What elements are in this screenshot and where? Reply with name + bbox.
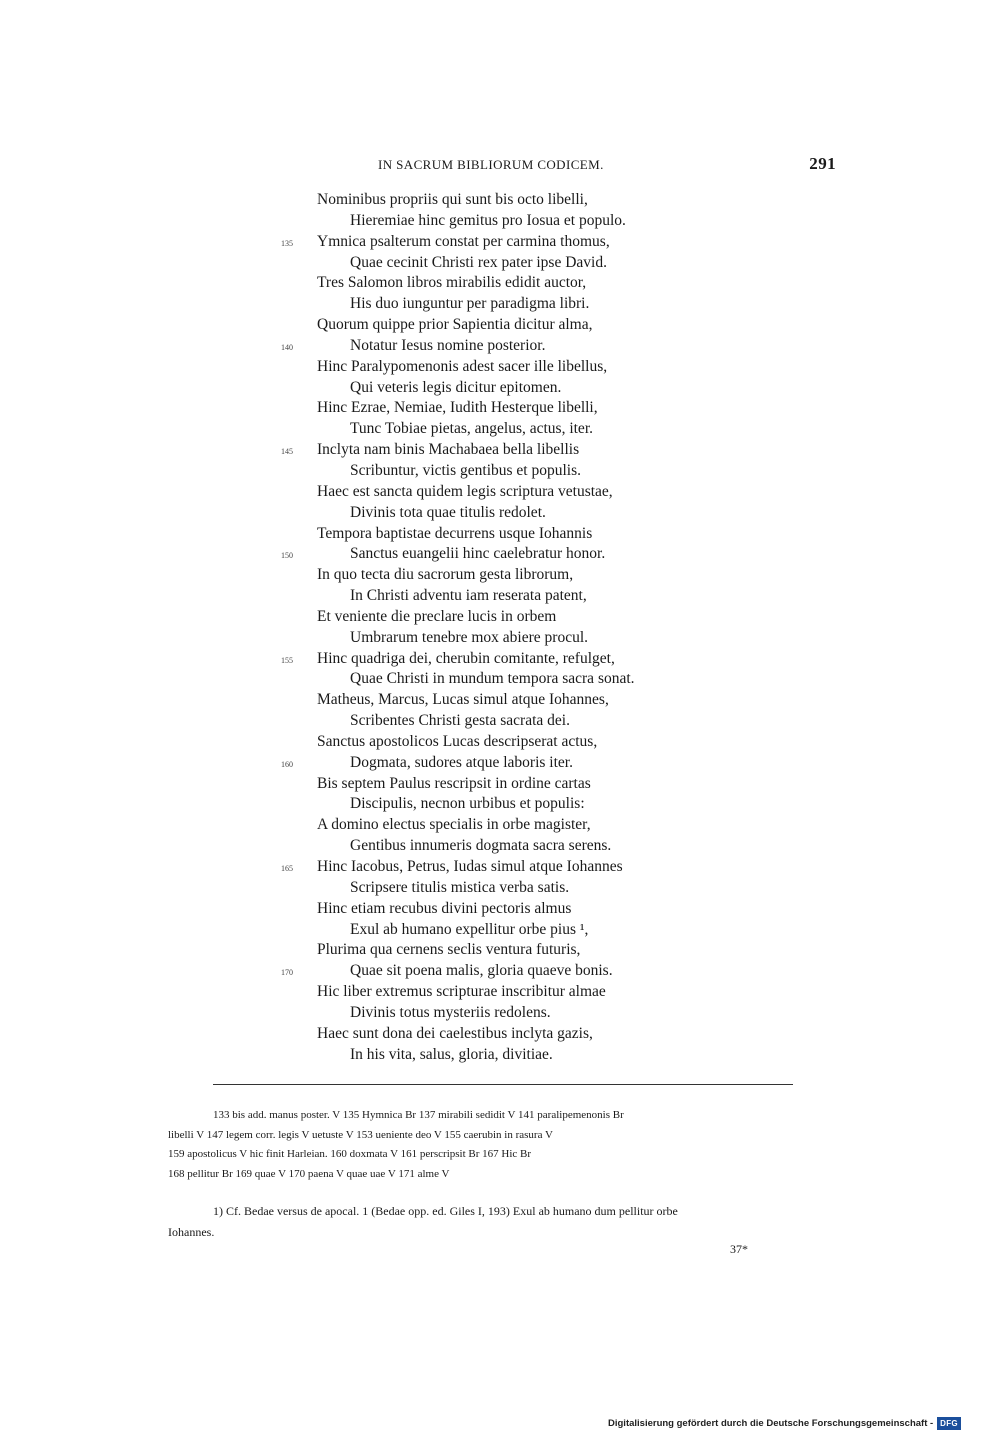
verse-text: Divinis tota quae titulis redolet. — [350, 503, 546, 521]
verse-line — [0, 711, 1000, 732]
verse-line — [0, 920, 1000, 941]
verse-text: Quae Christi in mundum tempora sacra sonat. — [350, 670, 635, 688]
verse-line — [0, 294, 1000, 315]
dfg-logo: DFG — [937, 1417, 961, 1430]
verse-line — [0, 628, 1000, 649]
verse-text: Scripsere titulis mistica verba satis. — [350, 878, 570, 896]
verse-text: Tres Salomon libros mirabilis edidit auctor, — [317, 274, 587, 292]
footnote-line: 1) Cf. Bedae versus de apocal. 1 (Bedae opp. ed. Giles I, 193) Exul ab humano dum pellitur orbe — [213, 1204, 678, 1218]
verse-number: 135 — [281, 238, 293, 248]
verse-text: Inclyta nam binis Machabaea bella libellis — [317, 441, 580, 459]
verse-number: 160 — [281, 759, 293, 769]
verse-text: Hinc Iacobus, Petrus, Iudas simul atque Iohannes — [317, 858, 623, 875]
verse-text: Quae cecinit Christi rex pater ipse David. — [350, 253, 607, 271]
verse-text: Hinc Ezrae, Nemiae, Iudith Hesterque libelli, — [317, 399, 598, 417]
verse-line — [0, 544, 1000, 565]
verse-text: Haec sunt dona dei caelestibus inclyta gazis, — [317, 1024, 593, 1042]
verse-line — [0, 211, 1000, 232]
verse-text: In Christi adventu iam reserata patent, — [350, 587, 587, 605]
verse-line — [0, 753, 1000, 774]
verse-text: Sanctus apostolicos Lucas descripserat actus, — [317, 732, 598, 750]
verse-line — [0, 836, 1000, 857]
verse-number: 145 — [281, 447, 293, 457]
verse-line — [0, 440, 1000, 461]
verse-line — [0, 357, 1000, 378]
critical-apparatus — [168, 1106, 838, 1184]
apparatus-line: libelli V 147 legem corr. legis V uetuste V 153 ueniente deo V 155 caerubin in rasura V — [168, 1128, 553, 1141]
verse-text: Nominibus propriis qui sunt bis octo libelli, — [317, 191, 588, 208]
verse-line — [0, 232, 1000, 253]
verse-line — [0, 961, 1000, 982]
verse-text: Quorum quippe prior Sapientia dicitur alma, — [317, 316, 593, 334]
verse-text: Quae sit poena malis, gloria quaeve bonis. — [350, 962, 613, 980]
poem-body — [0, 190, 1000, 1065]
verse-text: Bis septem Paulus rescripsit in ordine cartas — [317, 774, 591, 792]
signature-mark: 37* — [730, 1242, 748, 1256]
verse-text: Divinis totus mysteriis redolens. — [350, 1003, 551, 1021]
apparatus-divider — [213, 1084, 793, 1085]
digitization-credit — [608, 1417, 961, 1430]
verse-text: Haec est sancta quidem legis scriptura vetustae, — [317, 482, 613, 500]
credit-text: Digitalisierung gefördert durch die Deutsche Forschungsgemeinschaft - — [608, 1418, 934, 1429]
verse-text: Tempora baptistae decurrens usque Iohannis — [317, 524, 593, 542]
footnote — [168, 1201, 838, 1243]
verse-line — [0, 1024, 1000, 1045]
verse-line — [0, 774, 1000, 795]
verse-text: Discipulis, necnon urbibus et populis: — [350, 795, 585, 813]
verse-line — [0, 649, 1000, 670]
verse-line — [0, 669, 1000, 690]
verse-line — [0, 190, 1000, 211]
apparatus-line: 133 bis add. manus poster. V 135 Hymnica Br 137 mirabili sedidit V 141 paralipemenonis Br — [213, 1109, 624, 1121]
verse-line — [0, 378, 1000, 399]
verse-line — [0, 982, 1000, 1003]
verse-text: Umbrarum tenebre mox abiere procul. — [350, 628, 589, 646]
verse-number: 150 — [281, 551, 293, 561]
verse-line — [0, 1045, 1000, 1066]
verse-text: Sanctus euangelii hinc caelebratur honor. — [350, 545, 606, 563]
verse-line — [0, 273, 1000, 294]
verse-text: Qui veteris legis dicitur epitomen. — [350, 378, 562, 396]
verse-text: His duo iunguntur per paradigma libri. — [350, 295, 590, 313]
verse-line — [0, 586, 1000, 607]
verse-text: Exul ab humano expellitur orbe pius ¹, — [350, 920, 589, 938]
verse-text: Dogmata, sudores atque laboris iter. — [350, 753, 573, 771]
verse-text: Scribentes Christi gesta sacrata dei. — [350, 712, 570, 730]
verse-line — [0, 690, 1000, 711]
verse-line — [0, 732, 1000, 753]
verse-text: Plurima qua cernens seclis ventura futuris, — [317, 941, 581, 959]
verse-line — [0, 878, 1000, 899]
verse-line — [0, 336, 1000, 357]
verse-line — [0, 940, 1000, 961]
verse-number: 165 — [281, 864, 293, 873]
verse-text: Notatur Iesus nomine posterior. — [350, 336, 546, 354]
verse-text: Tunc Tobiae pietas, angelus, actus, iter. — [350, 420, 593, 438]
verse-line — [0, 503, 1000, 524]
verse-line — [0, 815, 1000, 836]
verse-text: A domino electus specialis in orbe magister, — [317, 816, 591, 834]
verse-line — [0, 398, 1000, 419]
verse-line — [0, 315, 1000, 336]
verse-text: In quo tecta diu sacrorum gesta librorum, — [317, 566, 574, 584]
page-number: 291 — [809, 154, 836, 173]
verse-line — [0, 565, 1000, 586]
verse-text: Hinc Paralypomenonis adest sacer ille libellus, — [317, 357, 608, 375]
verse-line — [0, 607, 1000, 628]
verse-text: Gentibus innumeris dogmata sacra serens. — [350, 837, 612, 855]
verse-line — [0, 857, 1000, 878]
verse-line — [0, 794, 1000, 815]
verse-line — [0, 482, 1000, 503]
verse-number: 155 — [281, 655, 293, 665]
running-title: IN SACRUM BIBLIORUM CODICEM. — [378, 157, 604, 172]
verse-text: Matheus, Marcus, Lucas simul atque Iohannes, — [317, 691, 609, 709]
verse-line — [0, 419, 1000, 440]
verse-text: Hinc etiam recubus divini pectoris almus — [317, 899, 572, 917]
verse-text: Hic liber extremus scripturae inscribitur almae — [317, 983, 606, 1001]
verse-line — [0, 253, 1000, 274]
footnote-line: Iohannes. — [168, 1225, 215, 1239]
verse-text: Scribuntur, victis gentibus et populis. — [350, 461, 582, 479]
verse-number: 170 — [281, 968, 293, 978]
verse-line — [0, 524, 1000, 545]
apparatus-line: 168 pellitur Br 169 quae V 170 paena V quae uae V 171 alme V — [168, 1167, 450, 1180]
verse-line — [0, 899, 1000, 920]
verse-text: In his vita, salus, gloria, divitiae. — [350, 1045, 553, 1063]
verse-text: Ymnica psalterum constat per carmina thomus, — [317, 232, 610, 250]
verse-number: 140 — [281, 342, 293, 352]
apparatus-line: 159 apostolicus V hic finit Harleian. 160 doxmata V 161 perscripsit Br 167 Hic Br — [168, 1148, 532, 1160]
verse-text: Hieremiae hinc gemitus pro Iosua et populo. — [350, 211, 626, 229]
verse-line — [0, 1003, 1000, 1024]
verse-line — [0, 461, 1000, 482]
verse-text: Hinc quadriga dei, cherubin comitante, refulget, — [317, 649, 615, 667]
verse-text: Et veniente die preclare lucis in orbem — [317, 607, 557, 625]
